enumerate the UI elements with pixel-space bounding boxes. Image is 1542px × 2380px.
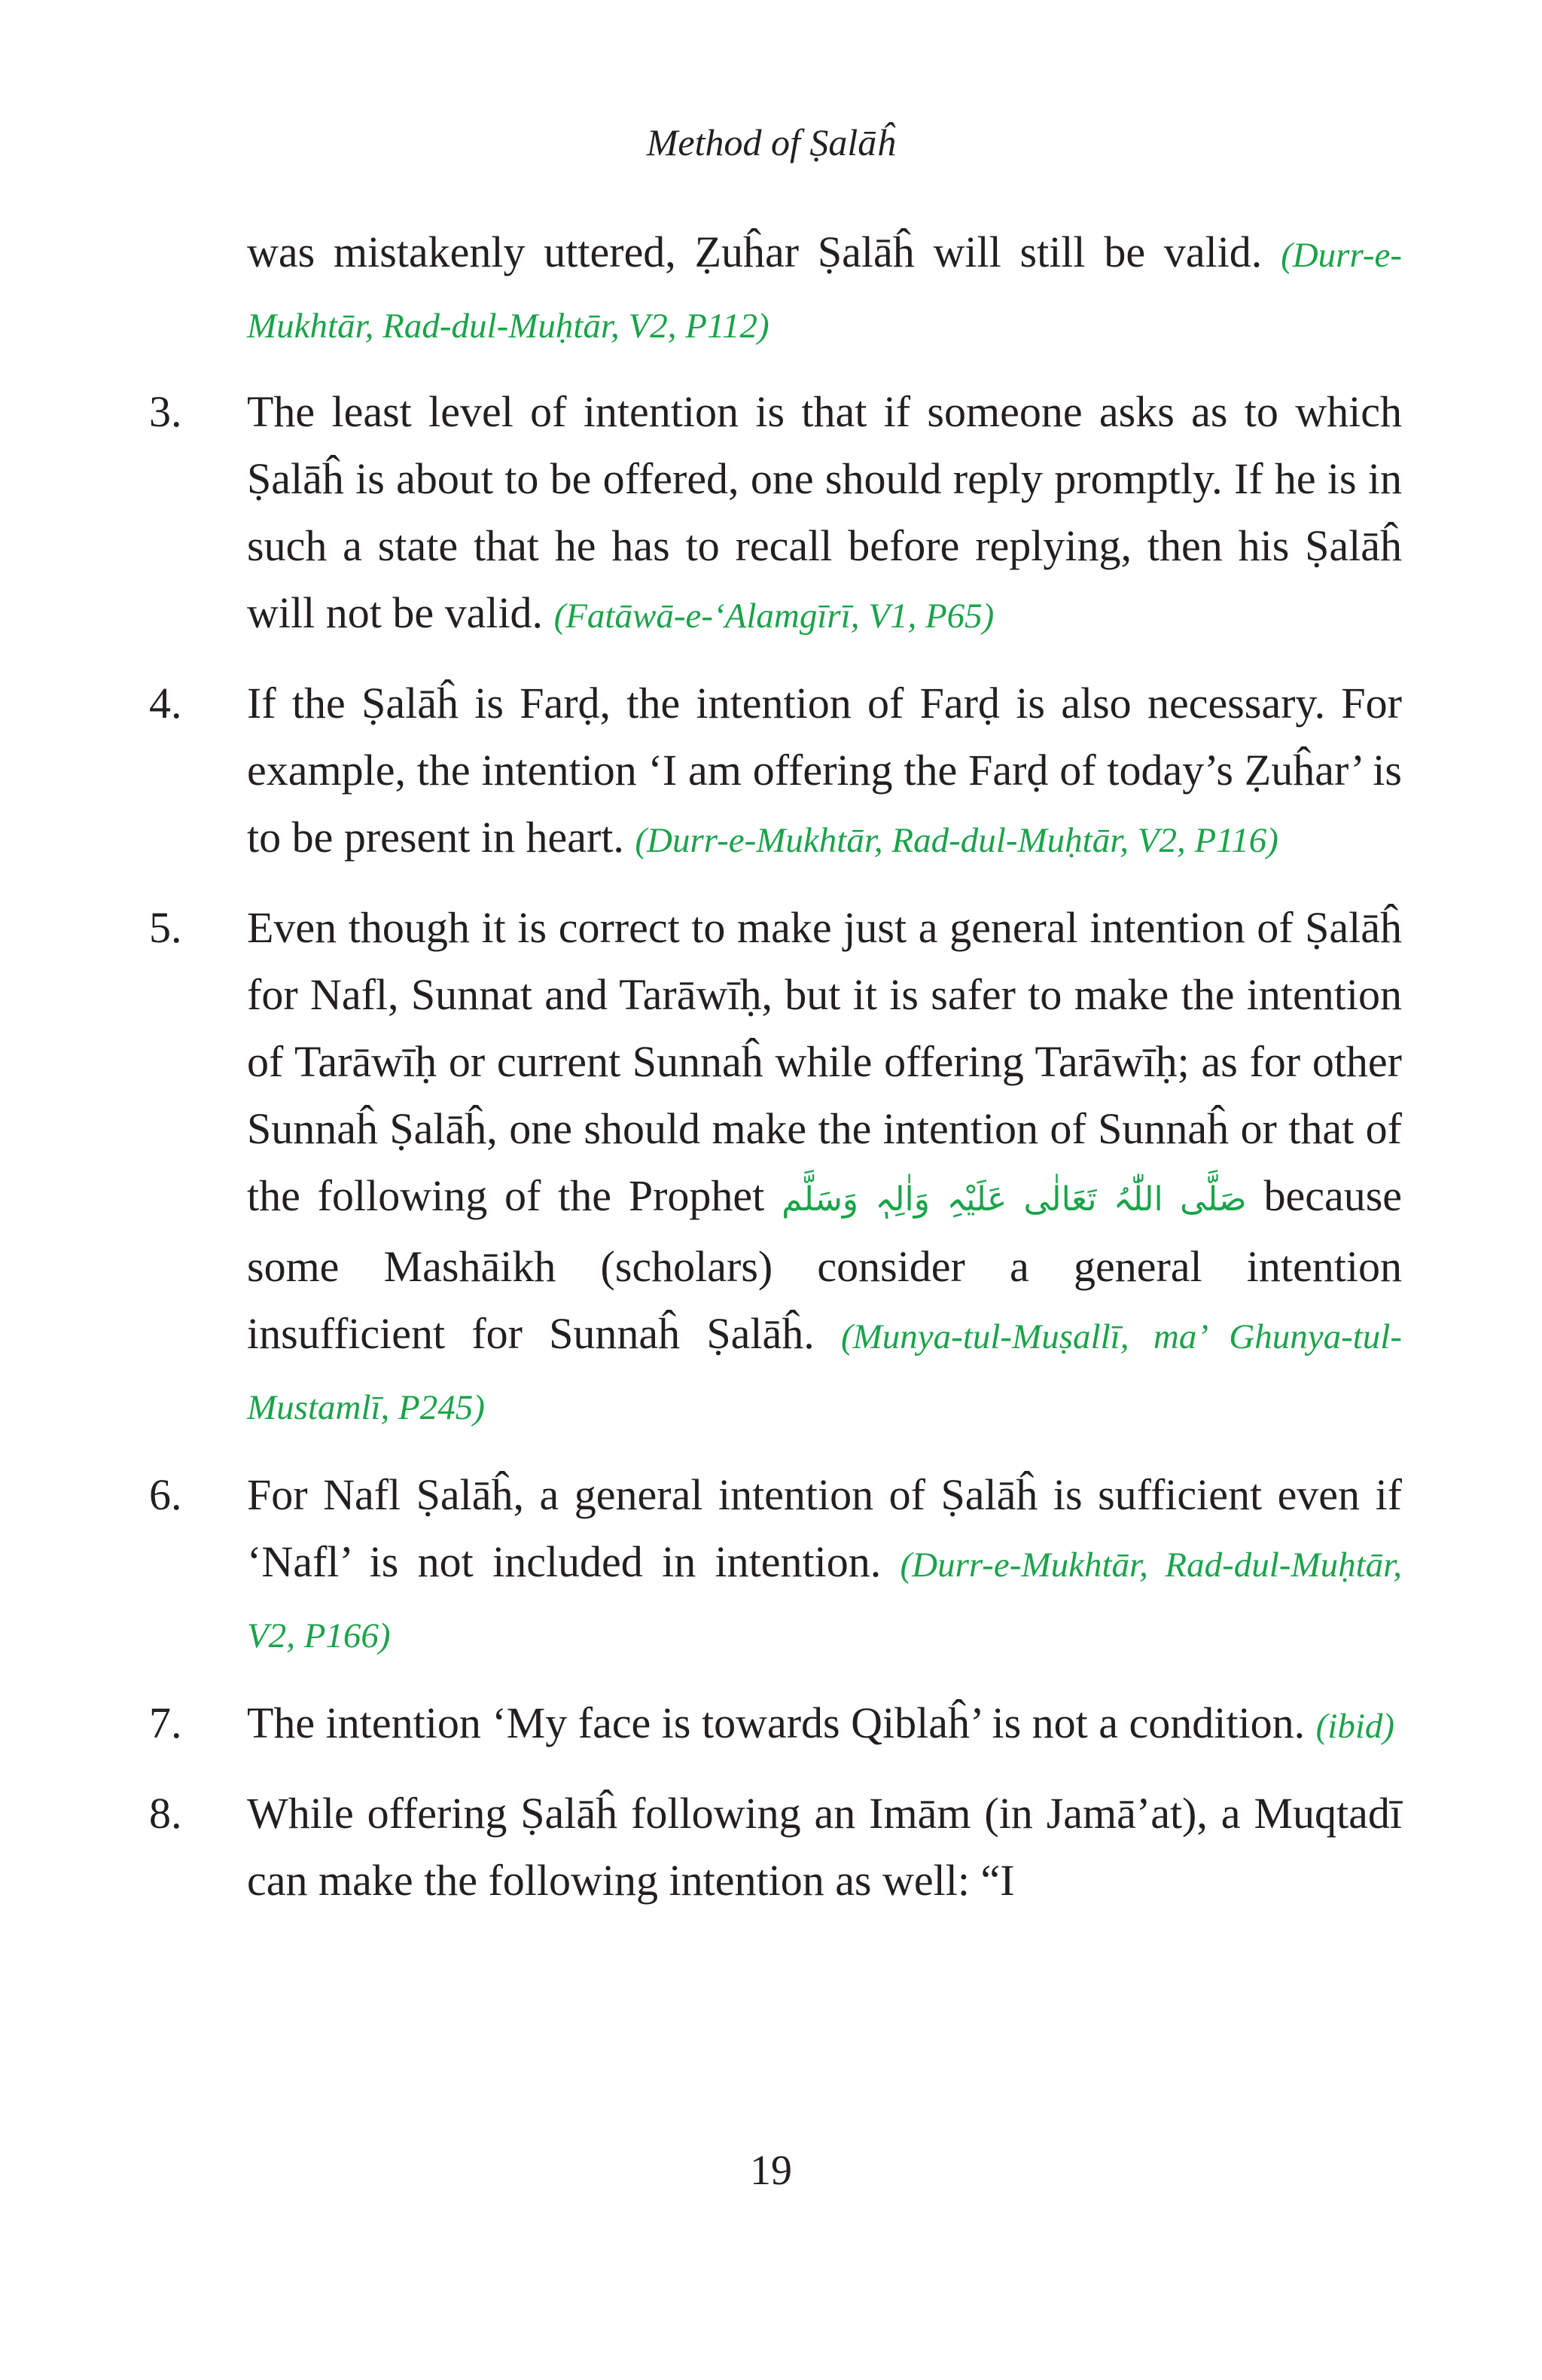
reference-citation: (Munya-tul-Muṣallī, ma’ Ghunya-tul-Mustamlī, P245) [247,1317,1403,1427]
reference-citation: (Durr-e-Mukhtār, Rad-dul-Muḥtār, V2, P116) [635,821,1278,860]
item-number: 6. [149,1470,182,1519]
reference-citation: (Durr-e-Mukhtār, Rad-dul-Muḥtār, V2, P166) [247,1545,1402,1655]
continued-paragraph [149,218,1402,360]
paragraph-text: was mistakenly uttered, Ẓuĥar Ṣalāĥ will still be valid. [247,227,1263,276]
paragraph-text: The intention ‘My face is towards Qiblaĥ’ is not a condition. [247,1698,1306,1747]
paragraph-text: because some Mashāikh (scholars) consider a general intention insufficient for Sunnaĥ Ṣalāĥ. [247,1171,1403,1358]
item-number: 3. [149,387,182,436]
paragraph-text: If the Ṣalāĥ is Farḍ, the intention of Farḍ is also necessary. For example, the intention ‘I am offering the Farḍ of today’s Ẓuĥar’ is to be present in heart. [247,679,1402,862]
list-item-8 [149,1780,1402,1914]
paragraph-text: For Nafl Ṣalāĥ, a general intention of Ṣalāĥ is sufficient even if ‘Nafl’ is not included in intention. [247,1470,1402,1586]
page-body [149,218,1402,1933]
item-number: 5. [149,903,182,952]
reference-citation: (ibid) [1315,1707,1395,1746]
arabic-salutation: صَلَّی اللّٰہُ تَعَالٰی عَلَیْہِ وَاٰلِہٖ وَسَلَّم [782,1180,1247,1219]
list-item-7 [149,1689,1402,1760]
item-number: 7. [149,1698,182,1747]
item-number: 4. [149,679,182,728]
list-item-5 [149,894,1402,1442]
paragraph-text: Even though it is correct to make just a general intention of Ṣalāĥ for Nafl, Sunnat and Tarāwīḥ, but it is safer to make the intention of Tarāwīḥ or current Sunnaĥ while offering Tarāwīḥ; as for other Sunnaĥ Ṣalāĥ, one should make the intention of Sunnaĥ or that of the following of the Prophet [247,903,1402,1220]
reference-citation: (Durr-e-Mukhtār, Rad-dul-Muḥtār, V2, P112) [247,236,1402,346]
running-header: Method of Ṣalāĥ [646,121,896,163]
paragraph-text: While offering Ṣalāĥ following an Imām (in Jamā’at), a Muqtadī can make the following intention as well: “I [247,1789,1402,1905]
list-item-3 [149,378,1402,650]
reference-citation: (Fatāwā-e-‘Alamgīrī, V1, P65) [553,597,995,636]
list-item-6 [149,1461,1402,1670]
item-number: 8. [149,1789,182,1838]
paragraph-text: The least level of intention is that if someone asks as to which Ṣalāĥ is about to be offered, one should reply promptly. If he is in such a state that he has to recall before replying, then his Ṣalāĥ will not be valid. [247,387,1402,637]
page-number: 19 [750,2147,792,2194]
list-item-4 [149,670,1402,874]
